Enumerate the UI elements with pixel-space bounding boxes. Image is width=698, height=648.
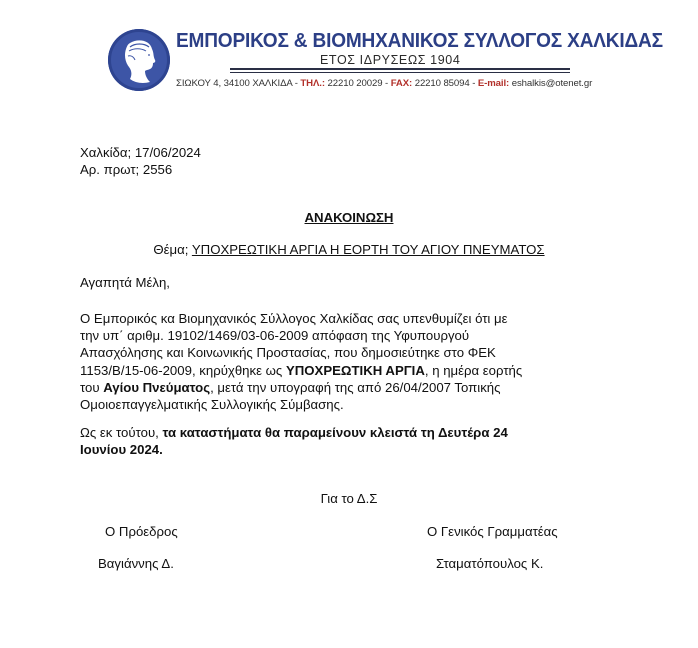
- for-board-label: Για το Δ.Σ: [320, 491, 378, 506]
- protocol-number: Αρ. πρωτ; 2556: [80, 162, 173, 177]
- paragraph-main: [80, 310, 608, 413]
- secretary-role: Ο Γενικός Γραμματέας: [427, 524, 558, 539]
- founded-year: ΕΤΟΣ ΙΔΡΥΣΕΩΣ 1904: [320, 53, 461, 67]
- announcement-title: ΑΝΑΚΟΙΝΩΣΗ: [304, 210, 394, 225]
- paragraph-line: την υπ΄ αριθμ. 19102/1469/03-06-2009 απόφαση της Υφυπουργού: [80, 328, 470, 344]
- subject-line: [0, 242, 698, 257]
- holiday-emphasis: ΥΠΟΧΡΕΩΤΙΚΗ ΑΡΓΙΑ: [285, 362, 425, 378]
- paragraph-line: Απασχόλησης και Κοινωνικής Προστασίας, που δημοσιεύτηκε στο ΦΕΚ: [80, 345, 496, 361]
- president-role: Ο Πρόεδρος: [105, 524, 178, 539]
- letterhead-rule-thick: [230, 68, 570, 70]
- paragraph-line: [80, 379, 608, 396]
- phone: 22210 20029 -: [324, 78, 391, 89]
- greeting: Αγαπητά Μέλη,: [80, 275, 170, 290]
- place-date: Χαλκίδα; 17/06/2024: [80, 145, 201, 160]
- president-name: Βαγιάννης Δ.: [98, 556, 174, 571]
- subject-label: Θέμα;: [153, 242, 192, 257]
- email-link[interactable]: eshalkis@otenet.gr: [509, 78, 593, 89]
- paragraph-line: Ομοιοεπαγγελματικής Συλλογικής Σύμβασης.: [80, 397, 344, 413]
- fax: 22210 85094 -: [412, 78, 478, 89]
- fax-label: FAX:: [390, 78, 413, 89]
- secretary-name: Σταματόπουλος Κ.: [436, 556, 544, 571]
- text-run: του: [80, 379, 104, 395]
- text-run: , μετά την υπογραφή της από 26/04/2007 Τοπικής: [210, 379, 501, 395]
- subject-text: ΥΠΟΧΡΕΩΤΙΚΗ ΑΡΓΙΑ Η ΕΟΡΤΗ ΤΟΥ ΑΓΙΟΥ ΠΝΕΥΜΑΤΟΣ: [191, 242, 545, 257]
- feast-emphasis: Αγίου Πνεύματος: [103, 379, 211, 395]
- address: ΣΙΩΚΟΥ 4, 34100 ΧΑΛΚΙΔΑ -: [176, 78, 301, 89]
- paragraph-line: Ο Εμπορικός κα Βιομηχανικός Σύλλογος Χαλκίδας σας υπενθυμίζει ότι με: [80, 311, 508, 326]
- organization-name: ΕΜΠΟΡΙΚΟΣ & ΒΙΟΜΗΧΑΝΙΚΟΣ ΣΥΛΛΟΓΟΣ ΧΑΛΚΙΔΑΣ: [176, 29, 663, 52]
- text-run: Ως εκ τούτου,: [80, 425, 163, 440]
- text-run: , η ημέρα εορτής: [424, 362, 523, 378]
- paragraph-closing: [80, 424, 608, 458]
- phone-label: ΤΗΛ.:: [300, 78, 325, 89]
- closure-date: Ιουνίου 2024.: [80, 442, 163, 458]
- email-label: E-mail:: [477, 78, 510, 89]
- closure-emphasis: τα καταστήματα θα παραμείνουν κλειστά τη Δευτέρα 24: [162, 425, 508, 440]
- paragraph-line: [80, 441, 608, 458]
- hermes-head-logo-icon: [108, 29, 170, 91]
- paragraph-line: [80, 362, 608, 379]
- contact-line: [176, 78, 592, 89]
- paragraph-line: [80, 424, 608, 441]
- text-run: 1153/Β/15-06-2009, κηρύχθηκε ως: [80, 362, 286, 378]
- letterhead-rule-thin: [230, 72, 570, 73]
